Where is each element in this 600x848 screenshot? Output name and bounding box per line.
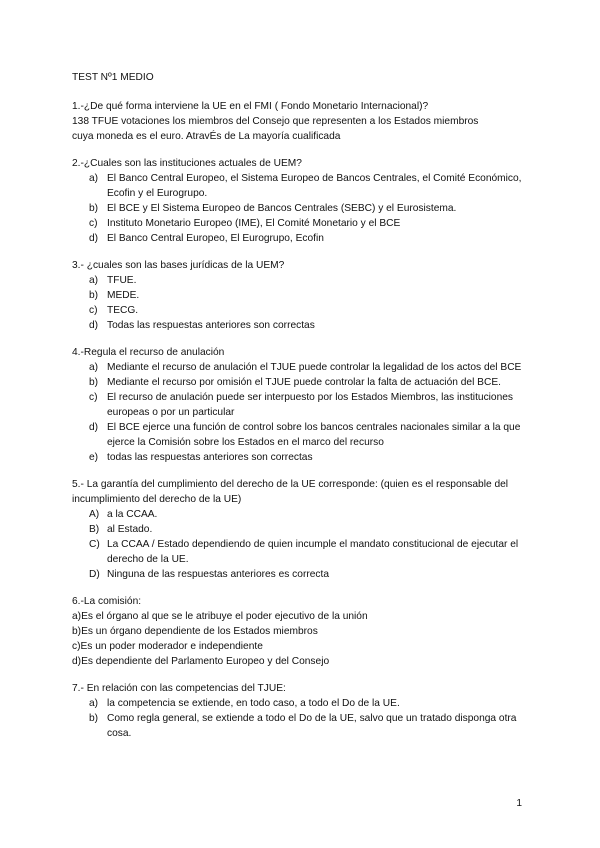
option-text: El BCE ejerce una función de control sobre los bancos centrales nacionales similar a la que ejerce la Comisión sobre los Estados en el marco del recurso — [107, 422, 521, 448]
option-label: a) — [89, 362, 99, 373]
option-item — [72, 639, 532, 654]
option-text: TECG. — [107, 305, 139, 316]
option-item — [89, 522, 532, 537]
option-item — [89, 507, 532, 522]
option-text: Es un órgano dependiente de los Estados miembros — [81, 626, 318, 637]
option-text: Instituto Monetario Europeo (IME), El Comité Monetario y el BCE — [107, 218, 401, 229]
question-text: 5.- La garantía del cumplimiento del derecho de la UE corresponde: (quien es el responsable del incumplimiento del derecho de la UE) — [72, 479, 509, 505]
option-item — [89, 201, 532, 216]
option-text: Todas las respuestas anteriores son correctas — [107, 320, 315, 331]
page-number: 1 — [516, 798, 522, 809]
question-text: 7.- En relación con las competencias del TJUE: — [72, 683, 286, 694]
option-text: Ninguna de las respuestas anteriores es correcta — [107, 569, 329, 580]
option-label: a) — [89, 698, 99, 709]
question-3 — [72, 258, 532, 333]
option-text: a la CCAA. — [107, 509, 158, 520]
option-label: c) — [89, 305, 98, 316]
option-item — [89, 231, 532, 246]
option-item — [89, 696, 532, 711]
option-label: B) — [89, 524, 100, 535]
question-text: 2.-¿Cuales son las instituciones actuales de UEM? — [72, 158, 302, 169]
option-list — [72, 273, 532, 333]
document-page — [72, 70, 532, 753]
option-item — [89, 273, 532, 288]
question-5 — [72, 477, 532, 582]
question-4 — [72, 345, 532, 465]
question-text: 3.- ¿cuales son las bases jurídicas de la UEM? — [72, 260, 285, 271]
option-label: a) — [72, 611, 82, 622]
option-item — [89, 360, 532, 375]
option-text: La CCAA / Estado dependiendo de quien incumple el mandato constitucional de ejecutar el derecho de la UE. — [107, 539, 519, 565]
option-text: Es un poder moderador e independiente — [80, 641, 263, 652]
option-text: El Banco Central Europeo, El Eurogrupo, Ecofin — [107, 233, 324, 244]
option-item — [89, 318, 532, 333]
option-item — [89, 375, 532, 390]
option-text: Es dependiente del Parlamento Europeo y del Consejo — [81, 656, 330, 667]
question-2 — [72, 156, 532, 246]
option-label: D) — [89, 569, 100, 580]
option-label: a) — [89, 275, 99, 286]
option-label: e) — [89, 452, 99, 463]
option-label: d) — [89, 233, 99, 244]
option-list — [72, 171, 532, 246]
option-label: b) — [89, 377, 99, 388]
option-text: Es el órgano al que se le atribuye el poder ejecutivo de la unión — [81, 611, 368, 622]
option-list — [72, 360, 532, 465]
option-list — [72, 696, 532, 741]
option-list — [72, 507, 532, 582]
question-text: 6.-La comisión: — [72, 596, 142, 607]
option-item — [89, 171, 532, 201]
option-text: Como regla general, se extiende a todo el Do de la UE, salvo que un tratado disponga otra cosa. — [107, 713, 517, 739]
option-text: todas las respuestas anteriores son correctas — [107, 452, 313, 463]
option-label: d) — [89, 422, 99, 433]
option-label: b) — [89, 290, 99, 301]
option-label: c) — [89, 392, 98, 403]
option-item — [89, 390, 532, 420]
option-text: TFUE. — [107, 275, 137, 286]
option-label: d) — [89, 320, 99, 331]
question-6 — [72, 594, 532, 669]
option-item — [89, 711, 532, 741]
question-1 — [72, 99, 532, 144]
option-item — [89, 567, 532, 582]
option-text: El recurso de anulación puede ser interpuesto por los Estados Miembros, las instituciones europeas o por un particular — [107, 392, 514, 418]
option-item — [89, 288, 532, 303]
question-7 — [72, 681, 532, 741]
answer-line: 138 TFUE votaciones los miembros del Consejo que representen a los Estados miembros — [72, 116, 479, 127]
option-text: al Estado. — [107, 524, 153, 535]
document-title: TEST Nº1 MEDIO — [72, 72, 154, 83]
answer-line: cuya moneda es el euro. AtravÉs de La mayoría cualificada — [72, 131, 341, 142]
option-text: El Banco Central Europeo, el Sistema Europeo de Bancos Centrales, el Comité Económico, Ecofin y el Eurogrupo. — [107, 173, 522, 199]
option-text: Mediante el recurso de anulación el TJUE puede controlar la legalidad de los actos del BCE — [107, 362, 522, 373]
option-label: c) — [72, 641, 81, 652]
option-label: A) — [89, 509, 100, 520]
option-label: b) — [89, 203, 99, 214]
option-item — [89, 537, 532, 567]
option-item — [89, 450, 532, 465]
option-item — [72, 654, 532, 669]
option-text: la competencia se extiende, en todo caso, a todo el Do de la UE. — [107, 698, 400, 709]
option-item — [89, 420, 532, 450]
option-item — [89, 216, 532, 231]
option-label: b) — [72, 626, 82, 637]
option-label: c) — [89, 218, 98, 229]
option-item — [72, 624, 532, 639]
question-text: 4.-Regula el recurso de anulación — [72, 347, 225, 358]
option-text: MEDE. — [107, 290, 140, 301]
option-text: Mediante el recurso por omisión el TJUE puede controlar la falta de actuación del BCE. — [107, 377, 501, 388]
question-text: 1.-¿De qué forma interviene la UE en el FMI ( Fondo Monetario Internacional)? — [72, 101, 429, 112]
option-list — [72, 609, 532, 669]
option-label: C) — [89, 539, 100, 550]
option-item — [72, 609, 532, 624]
option-label: a) — [89, 173, 99, 184]
option-label: b) — [89, 713, 99, 724]
option-text: El BCE y El Sistema Europeo de Bancos Centrales (SEBC) y el Eurosistema. — [107, 203, 457, 214]
option-label: d) — [72, 656, 82, 667]
option-item — [89, 303, 532, 318]
